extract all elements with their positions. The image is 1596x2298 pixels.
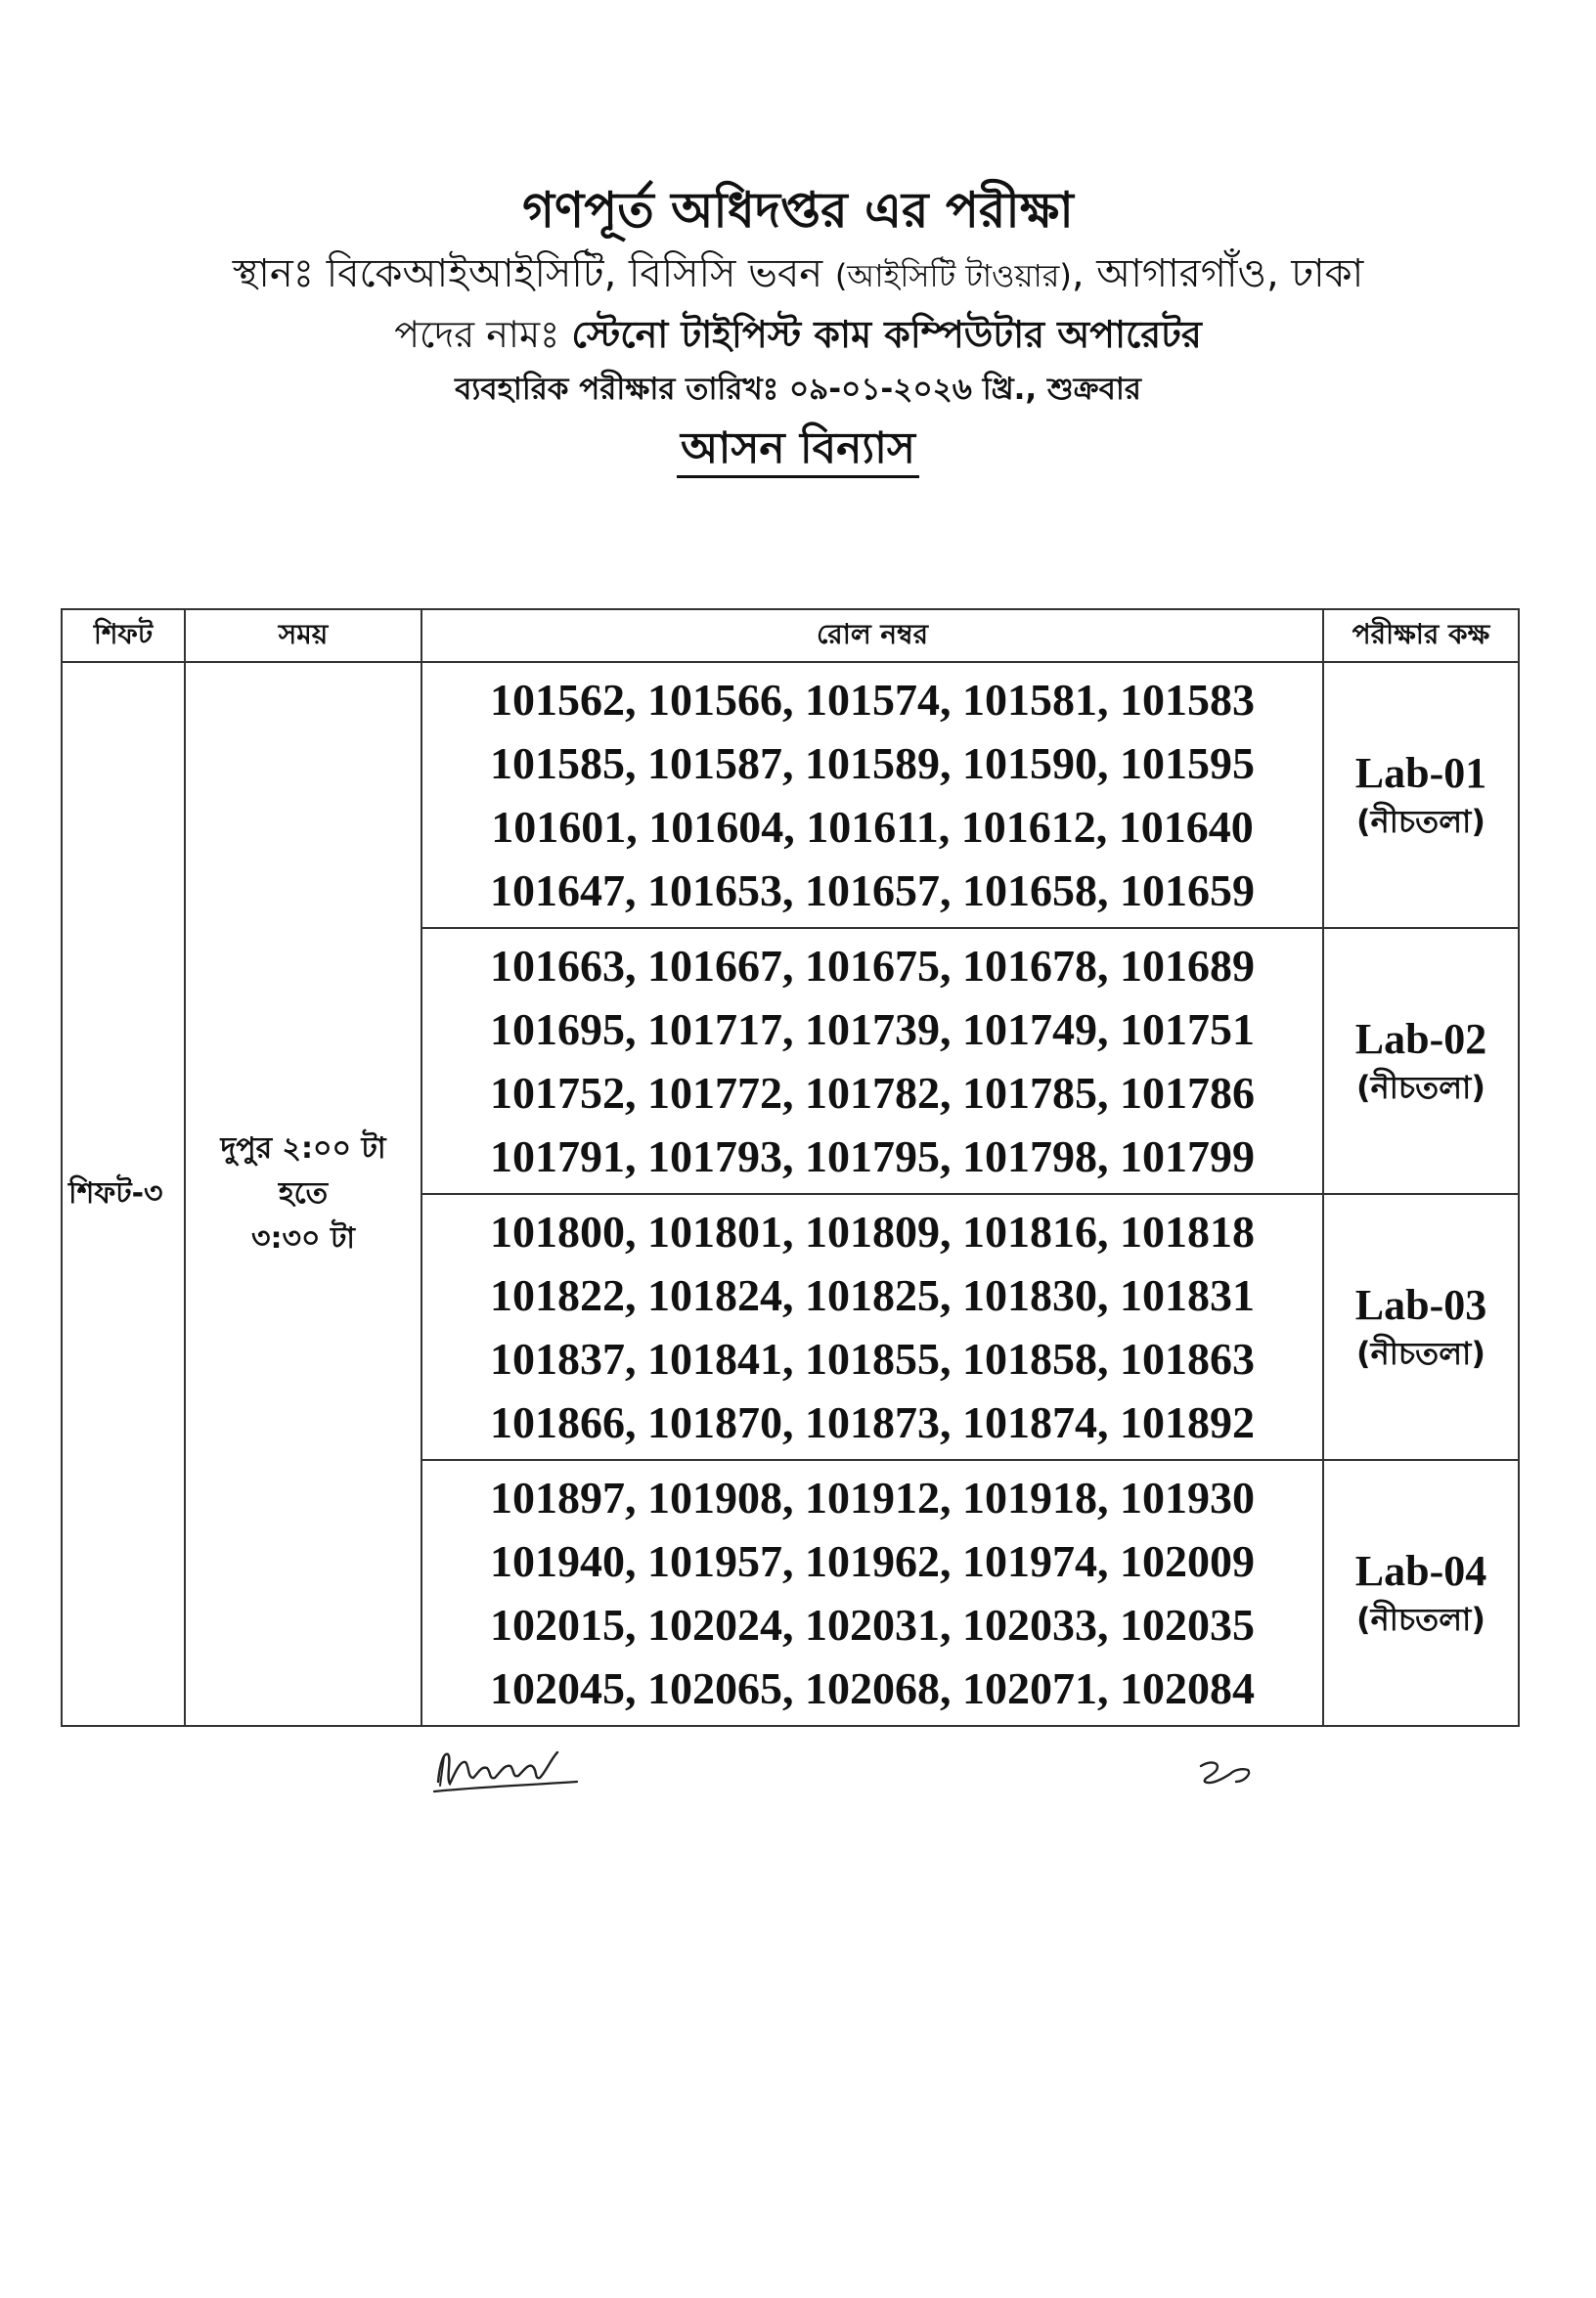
table-row: [62, 662, 1519, 928]
room-floor: (নীচতলা): [1356, 1069, 1485, 1106]
roll-line: 101585, 101587, 101589, 101590, 101595: [490, 738, 1255, 788]
room-name: Lab-02: [1354, 1015, 1487, 1063]
room-floor: (নীচতলা): [1356, 1601, 1485, 1638]
roll-line: 101663, 101667, 101675, 101678, 101689: [490, 941, 1255, 991]
post-name: স্টেনো টাইপিস্ট কাম কম্পিউটার অপারেটর: [571, 313, 1202, 356]
room-floor: (নীচতলা): [1356, 803, 1485, 840]
header-roll-number: রোল নম্বর: [421, 609, 1323, 662]
roll-line: 102045, 102065, 102068, 102071, 102084: [490, 1663, 1255, 1713]
roll-line: 101601, 101604, 101611, 101612, 101640: [491, 802, 1254, 852]
roll-line: 101752, 101772, 101782, 101785, 101786: [490, 1068, 1255, 1118]
time-start: দুপুর ২:০০ টা: [220, 1131, 386, 1166]
table-header-row: [62, 609, 1519, 662]
roll-line: 101940, 101957, 101962, 101974, 102009: [490, 1536, 1255, 1586]
exam-title: গণপূর্ত অধিদপ্তর এর পরীক্ষা: [522, 182, 1074, 239]
exam-date: ব্যবহারিক পরীক্ষার তারিখঃ ০৯-০১-২০২৬ খ্রি., শুক্রবার: [455, 372, 1141, 407]
roll-line: 101695, 101717, 101739, 101749, 101751: [490, 1004, 1255, 1054]
table-body: [62, 662, 1519, 1726]
document-header: [0, 176, 1596, 478]
header-exam-room: পরীক্ষার কক্ষ: [1323, 609, 1519, 662]
roll-line: 102015, 102024, 102031, 102033, 102035: [490, 1600, 1255, 1650]
seat-plan-table: [61, 608, 1520, 1727]
room-name: Lab-03: [1354, 1281, 1487, 1329]
roll-line: 101822, 101824, 101825, 101830, 101831: [490, 1270, 1255, 1320]
room-name: Lab-01: [1354, 749, 1487, 797]
roll-line: 101647, 101653, 101657, 101658, 101659: [490, 865, 1255, 915]
roll-line: 101866, 101870, 101873, 101874, 101892: [490, 1397, 1255, 1447]
time-to: হতে: [278, 1176, 329, 1211]
roll-line: 101837, 101841, 101855, 101858, 101863: [490, 1334, 1255, 1384]
seat-plan-heading: আসন বিন্যাস: [677, 422, 919, 478]
room-cell: [1323, 662, 1519, 928]
time-cell: [185, 662, 421, 1726]
roll-line: 101897, 101908, 101912, 101918, 101930: [490, 1473, 1255, 1523]
time-end: ৩:৩০ টা: [250, 1221, 355, 1256]
room-floor: (নীচতলা): [1356, 1335, 1485, 1372]
room-cell: [1323, 1460, 1519, 1726]
left-signature-image: [430, 1743, 606, 1803]
header-time: সময়: [185, 609, 421, 662]
room-cell: [1323, 1194, 1519, 1460]
roll-line: 101562, 101566, 101574, 101581, 101583: [490, 675, 1255, 725]
roll-numbers-cell: [421, 1460, 1323, 1726]
header-shift: শিফট: [62, 609, 185, 662]
post-label: পদের নামঃ: [394, 313, 572, 356]
roll-line: 101791, 101793, 101795, 101798, 101799: [490, 1131, 1255, 1181]
venue-suffix: , আগারগাঁও, ঢাকা: [1071, 251, 1364, 296]
venue-line: [0, 244, 1596, 305]
roll-numbers-cell: [421, 1194, 1323, 1460]
roll-line: 101800, 101801, 101809, 101816, 101818: [490, 1207, 1255, 1257]
room-cell: [1323, 928, 1519, 1194]
venue-prefix: স্থানঃ বিকেআইআইসিটি, বিসিসি ভবন: [232, 251, 835, 296]
venue-tower: (আইসিটি টাওয়ার): [834, 257, 1072, 294]
shift-cell: শিফট-৩: [62, 662, 185, 1726]
roll-numbers-cell: [421, 928, 1323, 1194]
post-line: [0, 305, 1596, 364]
right-initials-image: [1195, 1756, 1256, 1790]
roll-numbers-cell: [421, 662, 1323, 928]
room-name: Lab-04: [1354, 1547, 1487, 1595]
